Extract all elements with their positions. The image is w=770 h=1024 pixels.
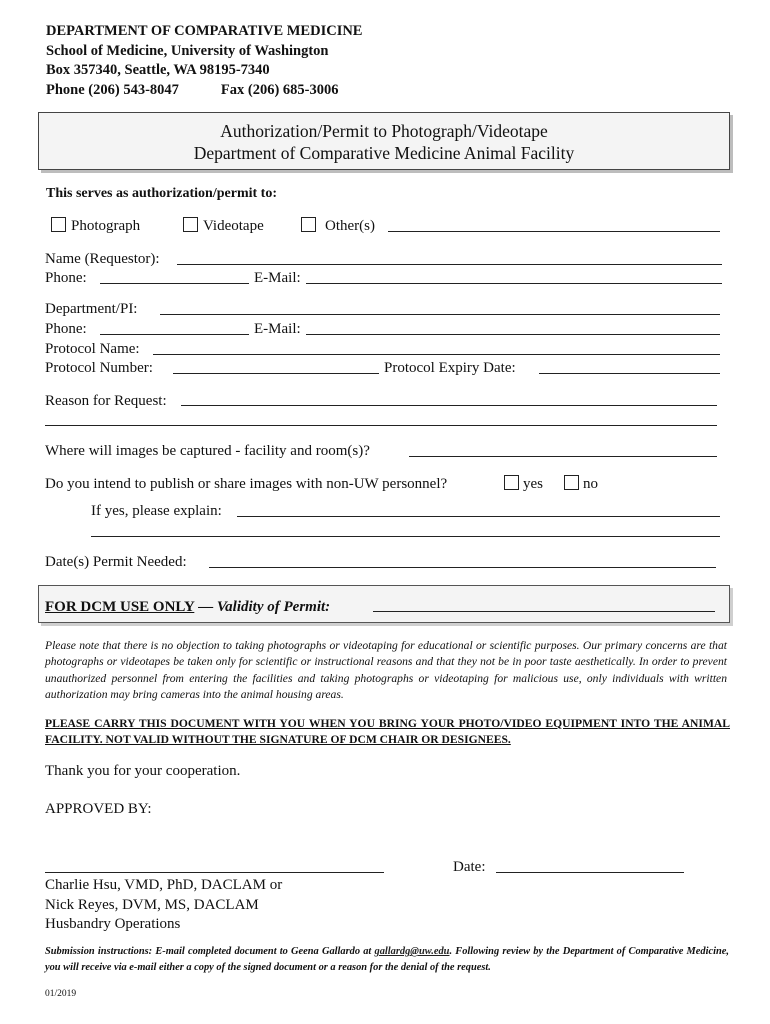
- requestor-phone-label: Phone:: [45, 270, 87, 286]
- school-name: School of Medicine, University of Washington: [46, 42, 329, 59]
- approval-date-label: Date:: [453, 859, 486, 875]
- signatory-line-2: Nick Reyes, DVM, MS, DACLAM: [45, 896, 259, 913]
- signature-line[interactable]: [45, 872, 384, 873]
- others-label: Other(s): [325, 218, 375, 234]
- requestor-email-label: E-Mail:: [254, 270, 301, 286]
- department-pi-label: Department/PI:: [45, 301, 138, 317]
- fax-number: Fax (206) 685-3006: [220, 81, 339, 98]
- carry-document-warning: PLEASE CARRY THIS DOCUMENT WITH YOU WHEN YOU BRING YOUR PHOTO/VIDEO EQUIPMENT INTO THE ANIMAL FACILITY. NOT VALID WITHOUT THE SIGNATURE OF DCM CHAIR OR DESIGNEES.: [45, 717, 730, 746]
- dates-needed-label: Date(s) Permit Needed:: [45, 554, 187, 570]
- submission-instructions: [45, 944, 729, 976]
- mailing-address: Box 357340, Seattle, WA 98195-7340: [46, 62, 270, 78]
- videotape-label: Videotape: [203, 218, 264, 234]
- photograph-checkbox[interactable]: [51, 217, 66, 232]
- protocol-expiry-input-line[interactable]: [539, 373, 720, 374]
- protocol-expiry-label: Protocol Expiry Date:: [384, 360, 516, 376]
- validity-input-line[interactable]: [373, 611, 715, 612]
- signatory-line-1: Charlie Hsu, VMD, PhD, DACLAM or: [45, 877, 283, 893]
- explain-input-line[interactable]: [237, 516, 720, 517]
- publish-yes-checkbox[interactable]: [504, 475, 519, 490]
- form-subtitle: Department of Comparative Medicine Animal Facility: [193, 142, 575, 163]
- dcm-use-only-row: [45, 597, 330, 617]
- protocol-name-input-line[interactable]: [153, 354, 720, 355]
- signatory-line-3: Husbandry Operations: [45, 916, 181, 932]
- submission-text-before: Submission instructions: E-mail completed document to Geena Gallardo at: [45, 946, 375, 957]
- requestor-phone-input-line[interactable]: [100, 283, 249, 284]
- others-input-line[interactable]: [388, 231, 720, 232]
- intro-text: This serves as authorization/permit to:: [46, 186, 277, 201]
- approval-date-input-line[interactable]: [496, 872, 684, 873]
- publish-question: Do you intend to publish or share images with non-UW personnel?: [45, 476, 448, 492]
- form-title: Authorization/Permit to Photograph/Videotape: [220, 121, 548, 141]
- photograph-label: Photograph: [71, 218, 141, 234]
- others-checkbox[interactable]: [301, 217, 316, 232]
- dcm-use-only-label: FOR DCM USE ONLY: [45, 599, 195, 615]
- name-requestor-label: Name (Requestor):: [45, 251, 160, 267]
- reason-label: Reason for Request:: [45, 393, 167, 409]
- capture-location-input-line[interactable]: [409, 456, 717, 457]
- reason-input-line[interactable]: [181, 405, 717, 406]
- publish-no-checkbox[interactable]: [564, 475, 579, 490]
- publish-no-label: no: [583, 476, 598, 492]
- dcm-dash: —: [194, 599, 217, 615]
- pi-email-input-line[interactable]: [306, 334, 720, 335]
- phone-number: Phone (206) 543-8047: [46, 81, 179, 98]
- pi-phone-label: Phone:: [45, 321, 87, 337]
- signatory-block: [45, 876, 282, 935]
- thank-you-text: Thank you for your cooperation.: [45, 763, 241, 779]
- contact-email-link[interactable]: gallardg@uw.edu: [374, 946, 450, 957]
- dates-needed-input-line[interactable]: [209, 567, 716, 568]
- department-name: DEPARTMENT OF COMPARATIVE MEDICINE: [46, 23, 363, 39]
- validity-label: Validity of Permit:: [216, 599, 331, 615]
- name-requestor-input-line[interactable]: [177, 264, 722, 265]
- pi-phone-input-line[interactable]: [100, 334, 249, 335]
- approved-by-label: APPROVED BY:: [45, 801, 152, 817]
- protocol-number-input-line[interactable]: [173, 373, 379, 374]
- form-title-box: [38, 112, 730, 170]
- letterhead: [46, 22, 362, 100]
- videotape-checkbox[interactable]: [183, 217, 198, 232]
- explain-input-line-2[interactable]: [91, 536, 720, 537]
- department-pi-input-line[interactable]: [160, 314, 720, 315]
- publish-yes-label: yes: [523, 476, 543, 492]
- contact-row: [46, 81, 362, 101]
- explain-label: If yes, please explain:: [91, 503, 222, 519]
- policy-note: Please note that there is no objection to taking photographs or videotaping for educational or scientific purposes. Our primary concerns are that photographs or videotapes be taken only for scientific or instructional reasons and that they not be in poor taste aesthetically. In order to prevent unauthorized personnel from entering the facilities and taking photographs or videotaping for malicious use, only individuals with written authorization may bring cameras into the animal housing areas.: [45, 639, 727, 702]
- protocol-name-label: Protocol Name:: [45, 341, 140, 357]
- requestor-email-input-line[interactable]: [306, 283, 722, 284]
- submission-text-after: . Following review by the Department of Comparative Medicine, you will receive via e-mail either a copy of the signed document or a reason for the denial of the request.: [45, 946, 729, 973]
- form-revision-date: 01/2019: [45, 989, 77, 999]
- pi-email-label: E-Mail:: [254, 321, 301, 337]
- reason-input-line-2[interactable]: [45, 425, 717, 426]
- protocol-number-label: Protocol Number:: [45, 360, 153, 376]
- capture-location-label: Where will images be captured - facility and room(s)?: [45, 443, 370, 459]
